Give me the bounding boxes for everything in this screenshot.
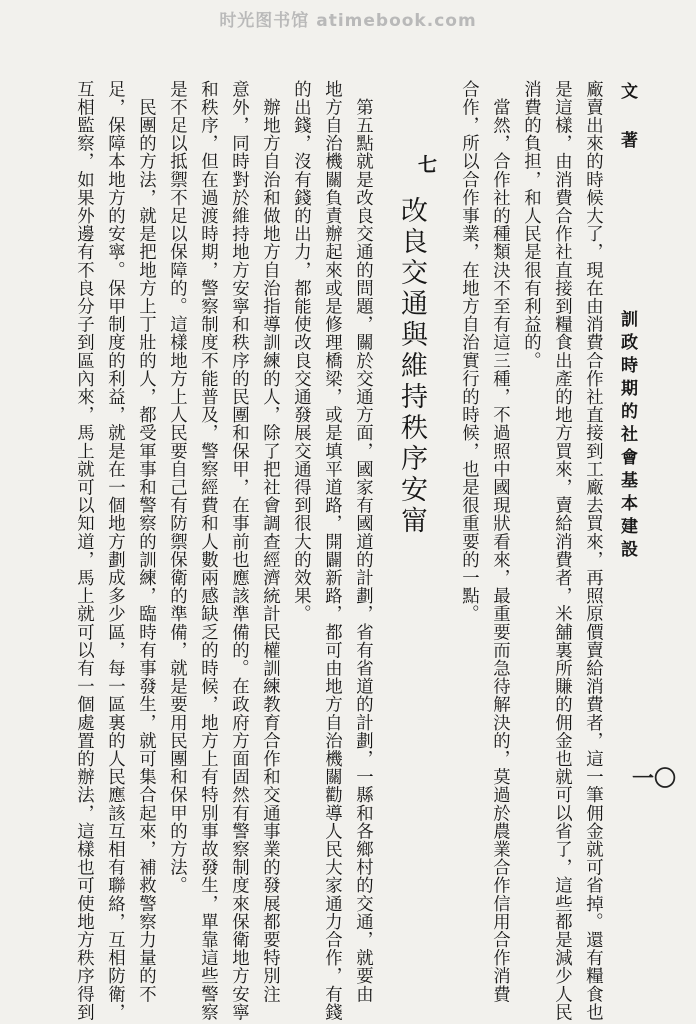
section-title: 改良交通與維持秩序安甯 — [396, 196, 427, 537]
text-column: 是這樣，由消費合作社直接到糧食出產的地方買來，賣給消費者，米舖裏所賺的佣金也就可以省了，這些都是減少人民 — [551, 80, 572, 1022]
text-column: 第五點就是改良交通的問題，關於交通方面，國家有國道的計劃，省有省道的計劃，一縣和各鄉村的交通，就要由 — [352, 80, 373, 1004]
text-column: 意外，同時對於維持地方安寧和秩序的民團和保甲，在事前也應該準備的。在政府方面固然有警察制度來保衛地方安寧 — [228, 80, 249, 1022]
running-header — [618, 82, 635, 563]
text-column: 消費的負担，和人民是很有利益的。 — [520, 80, 541, 370]
text-column: 和秩序，但在過渡時期，警察制度不能普及，警察經費和人數兩感缺乏的時候，地方上有特別事故發生，單靠這些警察 — [197, 80, 218, 1022]
watermark-text: 时光图书馆 atimebook.com — [219, 11, 477, 31]
text-column: 地方自治機關負責辦起來或是修理橋梁，或是填平道路，開闢新路，都可由地方自治機關勸導人民大家通力合作，有錢 — [321, 80, 342, 1022]
section-number: 七 — [418, 154, 438, 176]
text-column: 廠賣出來的時候大了，現在由消費合作社直接到工廠去買來，再照原價賣給消費者，這一筆佣金就可省掉。還有糧食也 — [582, 80, 603, 1022]
header-title: 訓政時期的社會基本建設 — [617, 310, 637, 563]
text-column: 的出錢，沒有錢的出力，都能使改良交通發展交通得到很大的效果。 — [290, 80, 311, 623]
text-column: 是不足以抵禦不足以保障的。這樣地方上人民要自己有防禦保衛的準備，就是要用民團和保甲的方法。 — [166, 80, 187, 895]
page-number: 一〇 — [632, 767, 677, 792]
text-column: 民團的方法，就是把地方上丁壯的人，都受軍事和警察的訓練，臨時有事發生，就可集合起來，補救警察力量的不 — [135, 80, 156, 1004]
text-column: 合作，所以合作事業，在地方自治實行的時候，也是很重要的一點。 — [458, 80, 479, 623]
text-column: 足，保障本地方的安寧。保甲制度的利益，就是在一個地方劃成多少區，每一區裏的人民應該互相有聯絡，互相防衛， — [104, 80, 125, 1022]
text-column: 辦地方自治和做地方自治指導訓練的人，除了把社會調查經濟統計民權訓練教育合作和交通事業的發展都要特別注 — [259, 80, 280, 1004]
text-column: 當然，合作社的種類決不至有這三種，不過照中國現狀看來，最重要而急待解決的，莫過於農業合作信用合作消費 — [489, 80, 510, 1004]
text-column: 互相監察，如果外邊有不良分子到區內來，馬上就可以知道，馬上就可以有一個處置的辦法，這樣也可使地方秩序得到 — [73, 80, 94, 1022]
header-label: 文 著 — [617, 82, 637, 154]
